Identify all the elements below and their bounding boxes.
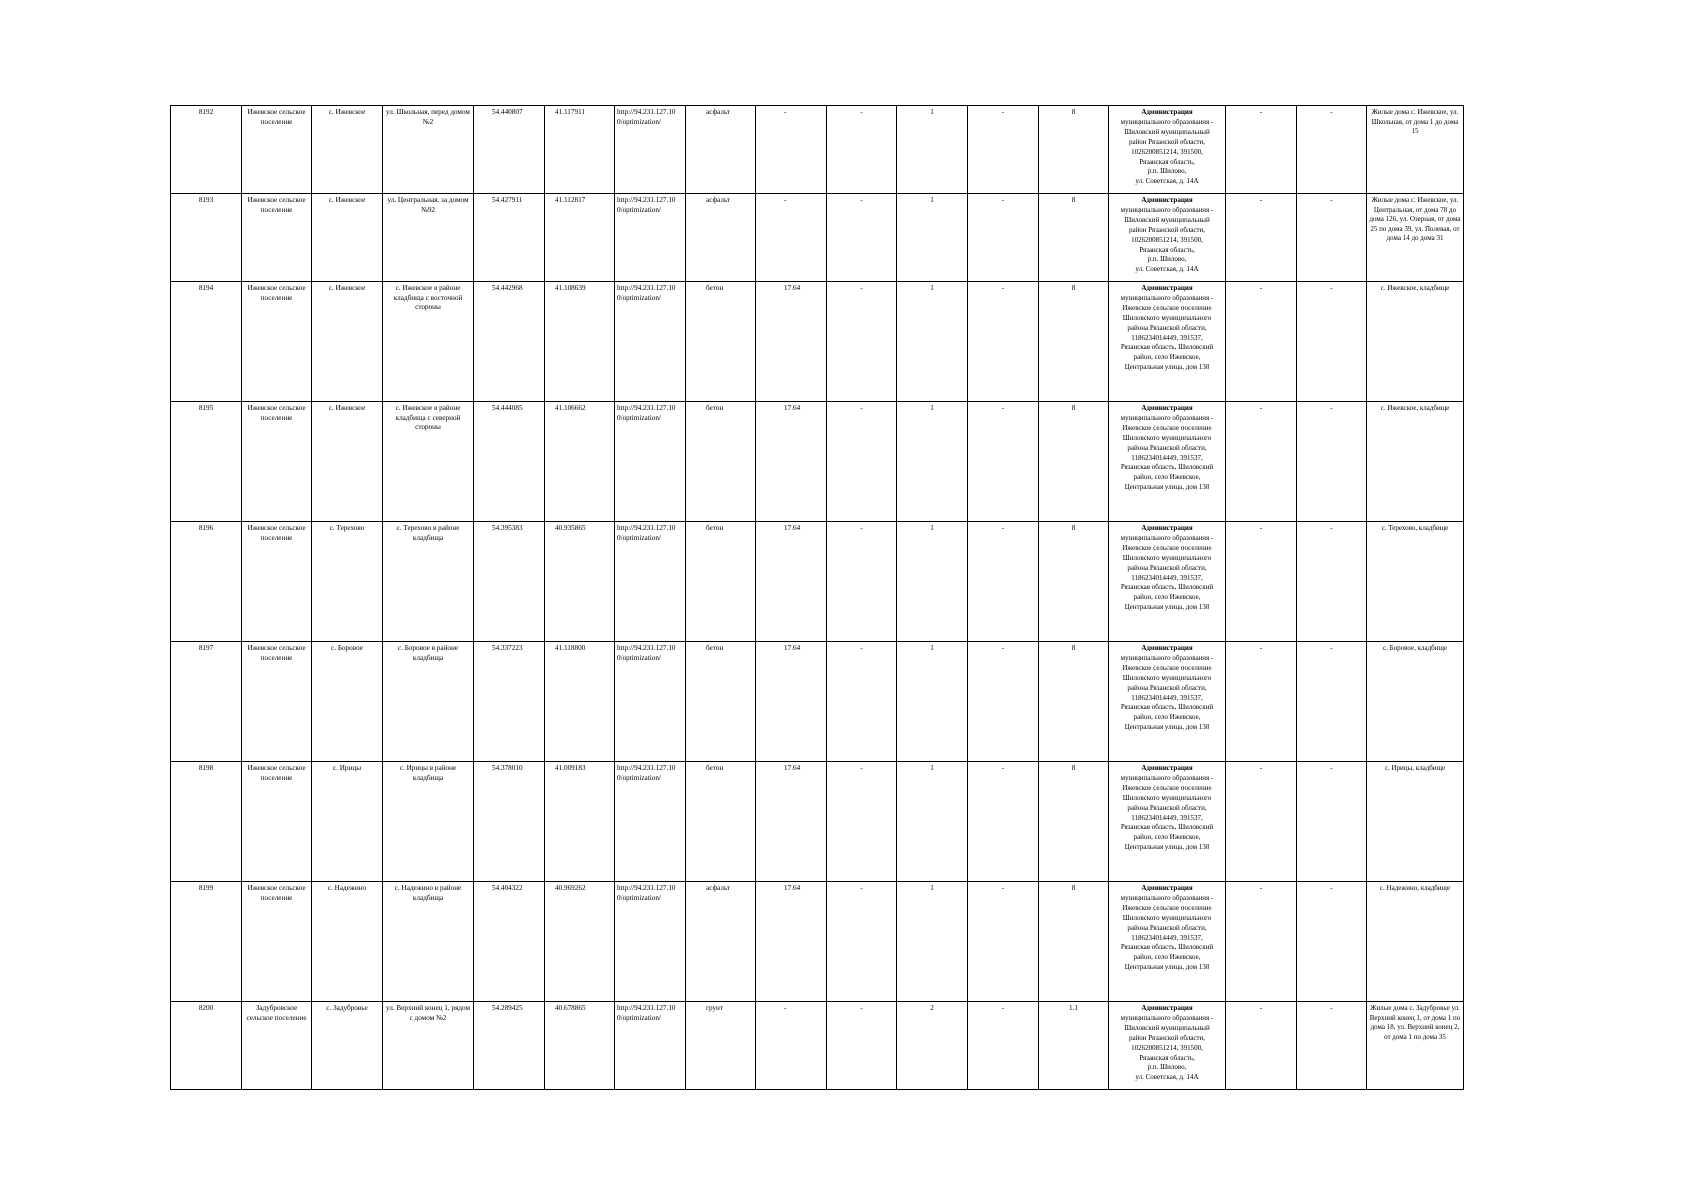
- manager-line: района Рязанской области,: [1127, 923, 1207, 932]
- manager-line: Рязанская область,: [1139, 1053, 1195, 1062]
- cell-col-15: -: [1226, 106, 1297, 194]
- cell-latitude: 54.289425: [474, 1002, 545, 1090]
- manager-line: муниципального образования -: [1120, 533, 1214, 542]
- manager-line: ул. Советская, д. 14А: [1135, 265, 1199, 274]
- cell-area: 17.64: [756, 402, 827, 522]
- cell-url: http://94.231.127.10 0/optimization/: [615, 762, 686, 882]
- cell-longitude: 40.935865: [545, 522, 615, 642]
- cell-settlement: Ижевское сельское поселение: [242, 642, 312, 762]
- cell-col-12: -: [968, 642, 1039, 762]
- cell-number: 8200: [171, 1002, 242, 1090]
- cell-locality: с. Ижевское: [312, 106, 383, 194]
- cell-address: ул. Центральная, за домом №92: [383, 194, 474, 282]
- cell-col-12: -: [968, 1002, 1039, 1090]
- manager-line: Ижевское сельское поселение: [1122, 903, 1212, 912]
- cell-col-11: 2: [897, 1002, 968, 1090]
- cell-longitude: 41.009183: [545, 762, 615, 882]
- manager-line: Рязанская область, Шиловский: [1120, 583, 1214, 592]
- manager-line: района Рязанской области,: [1127, 443, 1207, 452]
- table-row: [171, 882, 1464, 1002]
- manager-line: Центральная улица, дом 138: [1124, 603, 1210, 612]
- manager-line: Администрация: [1141, 524, 1193, 532]
- registry-table: [170, 105, 1464, 1090]
- manager-line: район Рязанской области,: [1128, 225, 1206, 234]
- cell-manager: [1109, 1002, 1226, 1090]
- cell-number: 8198: [171, 762, 242, 882]
- manager-line: Рязанская область, Шиловский: [1120, 463, 1214, 472]
- cell-settlement: Ижевское сельское поселение: [242, 882, 312, 1002]
- table-body: [171, 106, 1464, 1090]
- cell-number: 8197: [171, 642, 242, 762]
- cell-col-11: 1: [897, 194, 968, 282]
- cell-col-11: 1: [897, 762, 968, 882]
- cell-served-objects: с. Ирицы, кладбище: [1367, 762, 1464, 882]
- cell-locality: с. Ижевское: [312, 194, 383, 282]
- manager-line: района Рязанской области,: [1127, 683, 1207, 692]
- manager-line: район, село Ижевское,: [1133, 353, 1201, 362]
- manager-line: муниципального образования -: [1120, 893, 1214, 902]
- cell-latitude: 54.427911: [474, 194, 545, 282]
- cell-latitude: 54.444085: [474, 402, 545, 522]
- table-row: [171, 194, 1464, 282]
- manager-line: р.п. Шилово,: [1147, 1063, 1187, 1072]
- manager-line: 1026200851214, 391500,: [1131, 147, 1203, 156]
- cell-col-10: -: [827, 762, 897, 882]
- manager-line: Центральная улица, дом 138: [1124, 843, 1210, 852]
- table-row: [171, 106, 1464, 194]
- cell-manager: [1109, 106, 1226, 194]
- cell-col-11: 1: [897, 882, 968, 1002]
- cell-address: с. Надежино в районе кладбища: [383, 882, 474, 1002]
- cell-col-16: -: [1297, 522, 1367, 642]
- cell-settlement: Ижевское сельское поселение: [242, 194, 312, 282]
- cell-col-15: -: [1226, 762, 1297, 882]
- cell-col-13: 1.1: [1039, 1002, 1109, 1090]
- manager-line: 1186234014449, 391537,: [1131, 573, 1203, 582]
- manager-line: Ижевское сельское поселение: [1122, 543, 1212, 552]
- cell-served-objects: Жилые дома с. Ижевское, ул. Центральная, от дома 78 до дома 126, ул. Озерная, от дома 25 по дома 39, ул. Полевая, от дома 14 до дома 31: [1367, 194, 1464, 282]
- cell-col-12: -: [968, 282, 1039, 402]
- cell-col-12: -: [968, 402, 1039, 522]
- cell-settlement: Ижевское сельское поселение: [242, 402, 312, 522]
- manager-line: 1186234014449, 391537,: [1131, 813, 1203, 822]
- manager-line: Центральная улица, дом 138: [1124, 963, 1210, 972]
- cell-longitude: 41.118800: [545, 642, 615, 762]
- cell-col-13: 8: [1039, 522, 1109, 642]
- manager-line: Администрация: [1141, 196, 1193, 204]
- manager-line: Рязанская область,: [1139, 157, 1195, 166]
- cell-latitude: 54.442968: [474, 282, 545, 402]
- cell-locality: с. Ирицы: [312, 762, 383, 882]
- cell-number: 8199: [171, 882, 242, 1002]
- manager-line: 1026200851214, 391500,: [1131, 235, 1203, 244]
- cell-coverage: бетон: [686, 642, 756, 762]
- manager-line: Шиловского муниципального: [1122, 553, 1212, 562]
- cell-col-15: -: [1226, 282, 1297, 402]
- cell-manager: [1109, 402, 1226, 522]
- cell-area: -: [756, 1002, 827, 1090]
- manager-line: 1186234014449, 391537,: [1131, 453, 1203, 462]
- manager-line: Шиловский муниципальный: [1124, 1023, 1210, 1032]
- cell-col-10: -: [827, 882, 897, 1002]
- cell-col-16: -: [1297, 194, 1367, 282]
- cell-address: ул. Верхний конец 1, рядом с домом №2: [383, 1002, 474, 1090]
- cell-served-objects: Жилые дома с. Ижевское, ул. Школьная, от дома 1 до дома 15: [1367, 106, 1464, 194]
- manager-line: Центральная улица, дом 138: [1124, 363, 1210, 372]
- cell-url: http://94.231.127.10 0/optimization/: [615, 1002, 686, 1090]
- manager-line: Администрация: [1141, 404, 1193, 412]
- manager-line: Шиловского муниципального: [1122, 793, 1212, 802]
- manager-line: Администрация: [1141, 1004, 1193, 1012]
- cell-latitude: 54.395383: [474, 522, 545, 642]
- cell-settlement: Ижевское сельское поселение: [242, 522, 312, 642]
- cell-settlement: Задубровское сельское поселение: [242, 1002, 312, 1090]
- cell-manager: [1109, 194, 1226, 282]
- cell-url: http://94.231.127.10 0/optimization/: [615, 282, 686, 402]
- cell-col-11: 1: [897, 402, 968, 522]
- manager-line: р.п. Шилово,: [1147, 167, 1187, 176]
- manager-line: Ижевское сельское поселение: [1122, 303, 1212, 312]
- cell-col-13: 8: [1039, 762, 1109, 882]
- cell-longitude: 41.117911: [545, 106, 615, 194]
- manager-line: Шиловский муниципальный: [1124, 215, 1210, 224]
- cell-manager: [1109, 882, 1226, 1002]
- manager-line: ул. Советская, д. 14А: [1135, 177, 1199, 186]
- manager-line: Администрация: [1141, 644, 1193, 652]
- cell-col-11: 1: [897, 106, 968, 194]
- table-row: [171, 282, 1464, 402]
- cell-col-16: -: [1297, 106, 1367, 194]
- manager-line: Рязанская область, Шиловский: [1120, 343, 1214, 352]
- manager-line: 1186234014449, 391537,: [1131, 933, 1203, 942]
- manager-line: район, село Ижевское,: [1133, 713, 1201, 722]
- cell-col-11: 1: [897, 642, 968, 762]
- cell-col-12: -: [968, 522, 1039, 642]
- manager-line: Рязанская область, Шиловский: [1120, 943, 1214, 952]
- manager-line: Администрация: [1141, 764, 1193, 772]
- manager-line: 1026200851214, 391500,: [1131, 1043, 1203, 1052]
- manager-line: ул. Советская, д. 14А: [1135, 1073, 1199, 1082]
- cell-longitude: 41.112817: [545, 194, 615, 282]
- manager-line: район Рязанской области,: [1128, 1033, 1206, 1042]
- cell-address: с. Терехово в районе кладбища: [383, 522, 474, 642]
- cell-locality: с. Задубровье: [312, 1002, 383, 1090]
- manager-line: Шиловского муниципального: [1122, 313, 1212, 322]
- cell-number: 8195: [171, 402, 242, 522]
- manager-line: район Рязанской области,: [1128, 137, 1206, 146]
- cell-col-16: -: [1297, 282, 1367, 402]
- cell-longitude: 40.969262: [545, 882, 615, 1002]
- manager-line: Шиловский муниципальный: [1124, 127, 1210, 136]
- cell-manager: [1109, 762, 1226, 882]
- cell-col-10: -: [827, 106, 897, 194]
- cell-address: с. Боровое в районе кладбища: [383, 642, 474, 762]
- cell-coverage: грунт: [686, 1002, 756, 1090]
- manager-line: Администрация: [1141, 108, 1193, 116]
- cell-address: ул. Школьная, перед домом №2: [383, 106, 474, 194]
- manager-line: района Рязанской области,: [1127, 323, 1207, 332]
- table-row: [171, 1002, 1464, 1090]
- cell-served-objects: с. Ижевское, кладбище: [1367, 282, 1464, 402]
- cell-col-10: -: [827, 642, 897, 762]
- cell-locality: с. Ижевское: [312, 282, 383, 402]
- cell-coverage: асфальт: [686, 106, 756, 194]
- cell-manager: [1109, 522, 1226, 642]
- cell-col-13: 8: [1039, 402, 1109, 522]
- cell-col-16: -: [1297, 762, 1367, 882]
- cell-col-13: 8: [1039, 642, 1109, 762]
- manager-line: Центральная улица, дом 138: [1124, 723, 1210, 732]
- cell-area: 17.64: [756, 522, 827, 642]
- manager-line: района Рязанской области,: [1127, 563, 1207, 572]
- manager-line: Шиловского муниципального: [1122, 913, 1212, 922]
- manager-line: муниципального образования -: [1120, 205, 1214, 214]
- cell-locality: с. Терехово: [312, 522, 383, 642]
- cell-address: с. Ижевское в районе кладбища с восточной стороны: [383, 282, 474, 402]
- cell-col-12: -: [968, 882, 1039, 1002]
- manager-line: Рязанская область, Шиловский: [1120, 703, 1214, 712]
- cell-area: 17.64: [756, 282, 827, 402]
- manager-line: р.п. Шилово,: [1147, 255, 1187, 264]
- cell-coverage: бетон: [686, 762, 756, 882]
- cell-url: http://94.231.127.10 0/optimization/: [615, 522, 686, 642]
- cell-col-13: 8: [1039, 106, 1109, 194]
- table-row: [171, 642, 1464, 762]
- manager-line: район, село Ижевское,: [1133, 833, 1201, 842]
- cell-latitude: 54.440807: [474, 106, 545, 194]
- manager-line: района Рязанской области,: [1127, 803, 1207, 812]
- cell-coverage: асфальт: [686, 882, 756, 1002]
- manager-line: Шиловского муниципального: [1122, 433, 1212, 442]
- manager-line: муниципального образования -: [1120, 293, 1214, 302]
- table-row: [171, 762, 1464, 882]
- cell-coverage: бетон: [686, 522, 756, 642]
- cell-col-16: -: [1297, 1002, 1367, 1090]
- cell-longitude: 41.106662: [545, 402, 615, 522]
- cell-col-15: -: [1226, 882, 1297, 1002]
- manager-line: Администрация: [1141, 284, 1193, 292]
- cell-col-10: -: [827, 282, 897, 402]
- manager-line: муниципального образования -: [1120, 117, 1214, 126]
- cell-col-13: 8: [1039, 282, 1109, 402]
- cell-served-objects: Жилые дома с. Задубровье ул. Верхний конец 1, от дома 1 по дома 18, ул. Верхний конец 2, от дома 1 по дома 35: [1367, 1002, 1464, 1090]
- cell-col-15: -: [1226, 194, 1297, 282]
- cell-col-15: -: [1226, 402, 1297, 522]
- cell-url: http://94.231.127.10 0/optimization/: [615, 402, 686, 522]
- manager-line: район, село Ижевское,: [1133, 593, 1201, 602]
- table-row: [171, 402, 1464, 522]
- cell-settlement: Ижевское сельское поселение: [242, 762, 312, 882]
- cell-settlement: Ижевское сельское поселение: [242, 282, 312, 402]
- manager-line: район, село Ижевское,: [1133, 473, 1201, 482]
- cell-settlement: Ижевское сельское поселение: [242, 106, 312, 194]
- cell-col-10: -: [827, 1002, 897, 1090]
- cell-col-12: -: [968, 762, 1039, 882]
- cell-locality: с. Боровое: [312, 642, 383, 762]
- cell-area: 17.64: [756, 642, 827, 762]
- cell-url: http://94.231.127.10 0/optimization/: [615, 642, 686, 762]
- cell-served-objects: с. Боровое, кладбище: [1367, 642, 1464, 762]
- cell-latitude: 54.337223: [474, 642, 545, 762]
- manager-line: муниципального образования -: [1120, 413, 1214, 422]
- cell-coverage: бетон: [686, 282, 756, 402]
- cell-col-13: 8: [1039, 194, 1109, 282]
- cell-col-12: -: [968, 194, 1039, 282]
- cell-served-objects: с. Ижевское, кладбище: [1367, 402, 1464, 522]
- cell-area: -: [756, 194, 827, 282]
- cell-url: http://94.231.127.10 0/optimization/: [615, 194, 686, 282]
- cell-area: -: [756, 106, 827, 194]
- cell-latitude: 54.378010: [474, 762, 545, 882]
- cell-number: 8193: [171, 194, 242, 282]
- cell-served-objects: с. Терехово, кладбище: [1367, 522, 1464, 642]
- manager-line: Ижевское сельское поселение: [1122, 423, 1212, 432]
- cell-coverage: асфальт: [686, 194, 756, 282]
- cell-area: 17.64: [756, 882, 827, 1002]
- cell-col-13: 8: [1039, 882, 1109, 1002]
- cell-longitude: 41.108639: [545, 282, 615, 402]
- cell-longitude: 40.678865: [545, 1002, 615, 1090]
- cell-col-15: -: [1226, 522, 1297, 642]
- manager-line: Центральная улица, дом 138: [1124, 483, 1210, 492]
- cell-col-16: -: [1297, 402, 1367, 522]
- cell-col-16: -: [1297, 642, 1367, 762]
- cell-address: с. Ирицы в районе кладбища: [383, 762, 474, 882]
- manager-line: муниципального образования -: [1120, 653, 1214, 662]
- manager-line: Рязанская область, Шиловский: [1120, 823, 1214, 832]
- cell-locality: с. Надежино: [312, 882, 383, 1002]
- cell-area: 17.64: [756, 762, 827, 882]
- cell-address: с. Ижевское в районе кладбища с северной стороны: [383, 402, 474, 522]
- cell-col-11: 1: [897, 282, 968, 402]
- manager-line: муниципального образования -: [1120, 1013, 1214, 1022]
- manager-line: Администрация: [1141, 884, 1193, 892]
- cell-col-16: -: [1297, 882, 1367, 1002]
- manager-line: Шиловского муниципального: [1122, 673, 1212, 682]
- cell-manager: [1109, 642, 1226, 762]
- cell-col-10: -: [827, 522, 897, 642]
- manager-line: 1186234014449, 391537,: [1131, 693, 1203, 702]
- cell-col-12: -: [968, 106, 1039, 194]
- cell-served-objects: с. Надежино, кладбище: [1367, 882, 1464, 1002]
- manager-line: Ижевское сельское поселение: [1122, 783, 1212, 792]
- cell-number: 8194: [171, 282, 242, 402]
- manager-line: район, село Ижевское,: [1133, 953, 1201, 962]
- cell-number: 8196: [171, 522, 242, 642]
- cell-url: http://94.231.127.10 0/optimization/: [615, 106, 686, 194]
- cell-col-10: -: [827, 402, 897, 522]
- cell-col-15: -: [1226, 1002, 1297, 1090]
- manager-line: 1186234014449, 391537,: [1131, 333, 1203, 342]
- cell-url: http://94.231.127.10 0/optimization/: [615, 882, 686, 1002]
- manager-line: муниципального образования -: [1120, 773, 1214, 782]
- table-row: [171, 522, 1464, 642]
- cell-col-11: 1: [897, 522, 968, 642]
- manager-line: Рязанская область,: [1139, 245, 1195, 254]
- manager-line: Ижевское сельское поселение: [1122, 663, 1212, 672]
- cell-col-15: -: [1226, 642, 1297, 762]
- cell-manager: [1109, 282, 1226, 402]
- cell-col-10: -: [827, 194, 897, 282]
- cell-number: 8192: [171, 106, 242, 194]
- cell-latitude: 54.404322: [474, 882, 545, 1002]
- cell-coverage: бетон: [686, 402, 756, 522]
- cell-locality: с. Ижевское: [312, 402, 383, 522]
